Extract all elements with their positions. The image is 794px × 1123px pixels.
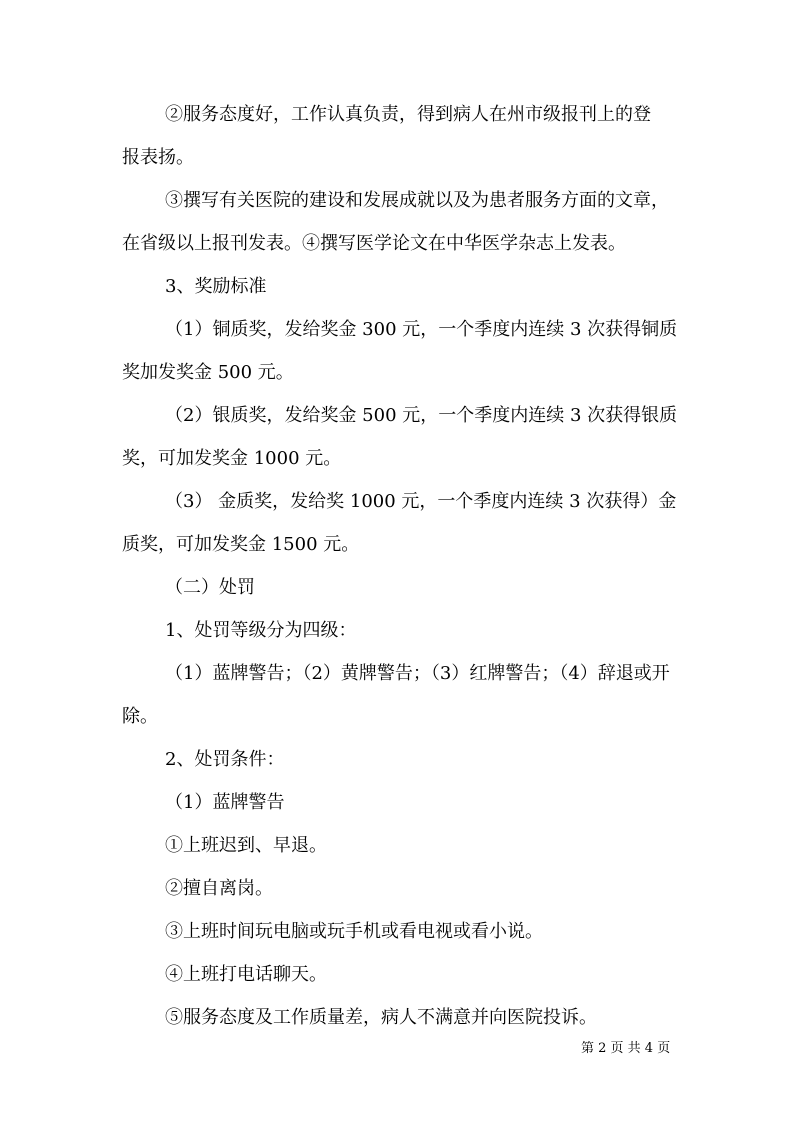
paragraph-line: ①上班迟到、早退。 (165, 835, 327, 856)
paragraph-line: 在省级以上报刊发表。④撰写医学论文在中华医学杂志上发表。 (122, 233, 626, 254)
paragraph-line: （1）蓝牌警告；（2）黄牌警告；（3）红牌警告；（4）辞退或开 (165, 663, 670, 684)
paragraph-line: ④上班打电话聊天。 (165, 964, 327, 985)
paragraph-line: （3） 金质奖，发给奖 1000 元，一个季度内连续 3 次获得）金 (165, 491, 677, 512)
paragraph-line: （2）银质奖，发给奖金 500 元，一个季度内连续 3 次获得银质 (165, 405, 678, 426)
paragraph-line: （1）铜质奖，发给奖金 300 元，一个季度内连续 3 次获得铜质 (165, 319, 678, 340)
paragraph-line: ③撰写有关医院的建设和发展成就以及为患者服务方面的文章， (165, 190, 669, 211)
section-heading: 3、奖励标准 (165, 276, 267, 297)
paragraph-line: ⑤服务态度及工作质量差，病人不满意并向医院投诉。 (165, 1007, 597, 1028)
paragraph-line: 2、处罚条件： (165, 749, 285, 770)
paragraph-line: 奖，可加发奖金 1000 元。 (122, 448, 342, 469)
paragraph-line: 除。 (122, 706, 158, 727)
paragraph-line: ②擅自离岗。 (165, 878, 273, 899)
page-number-footer: 第 2 页 共 4 页 (581, 1041, 671, 1056)
paragraph-line: 报表扬。 (122, 147, 194, 168)
section-heading: （二）处罚 (165, 577, 255, 598)
paragraph-line: （1）蓝牌警告 (165, 792, 285, 813)
paragraph-line: 质奖，可加发奖金 1500 元。 (122, 534, 360, 555)
paragraph-line: 1、处罚等级分为四级： (165, 620, 357, 641)
paragraph-line: ③上班时间玩电脑或玩手机或看电视或看小说。 (165, 921, 543, 942)
paragraph-line: ②服务态度好，工作认真负责，得到病人在州市级报刊上的登 (165, 104, 651, 125)
paragraph-line: 奖加发奖金 500 元。 (122, 362, 294, 383)
